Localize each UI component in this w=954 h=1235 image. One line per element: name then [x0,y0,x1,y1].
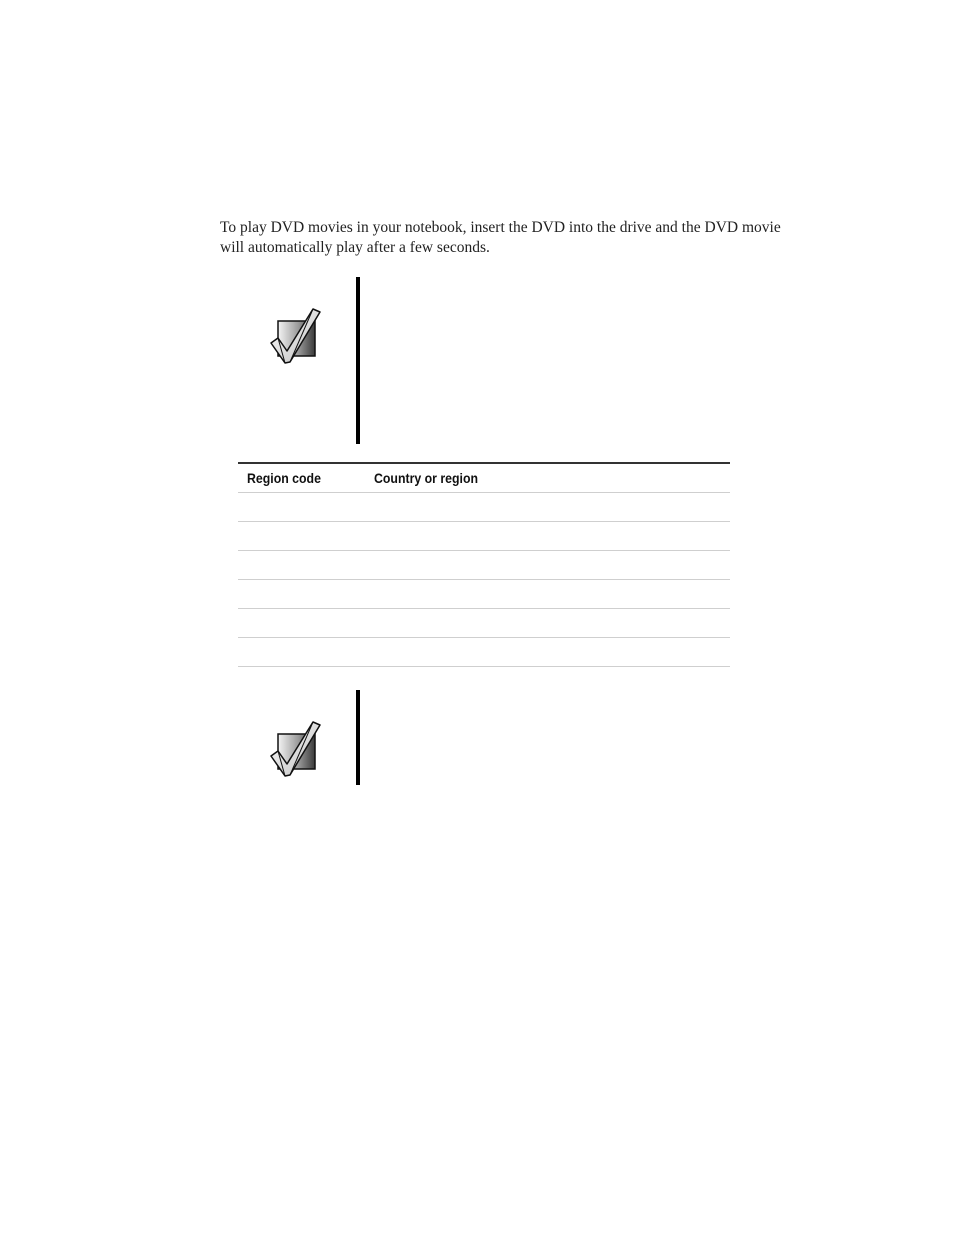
table-header-row [238,463,730,493]
note-divider-bar [356,277,360,444]
important-note [238,277,730,444]
intro-paragraph: To play DVD movies in your notebook, insert the DVD into the drive and the DVD movie will automatically play after a few seconds. [220,219,781,256]
country-cell [365,493,730,522]
important-note [238,690,730,785]
table-row [238,551,730,580]
country-cell [365,609,730,638]
note-divider-bar [356,690,360,785]
region-code-cell [238,609,365,638]
table-row [238,493,730,522]
table-row [238,580,730,609]
checkmark-note-icon [268,307,322,365]
table-row [238,638,730,667]
header-country-or-region: Country or region [365,463,730,493]
region-code-cell [238,638,365,667]
table-row [238,609,730,638]
region-code-table [238,462,730,667]
table-row [238,522,730,551]
country-cell [365,638,730,667]
region-code-cell [238,522,365,551]
country-cell [365,551,730,580]
country-cell [365,580,730,609]
region-code-cell [238,493,365,522]
header-region-code: Region code [238,463,365,493]
checkmark-note-icon [268,720,322,778]
region-code-cell [238,580,365,609]
region-code-cell [238,551,365,580]
country-cell [365,522,730,551]
